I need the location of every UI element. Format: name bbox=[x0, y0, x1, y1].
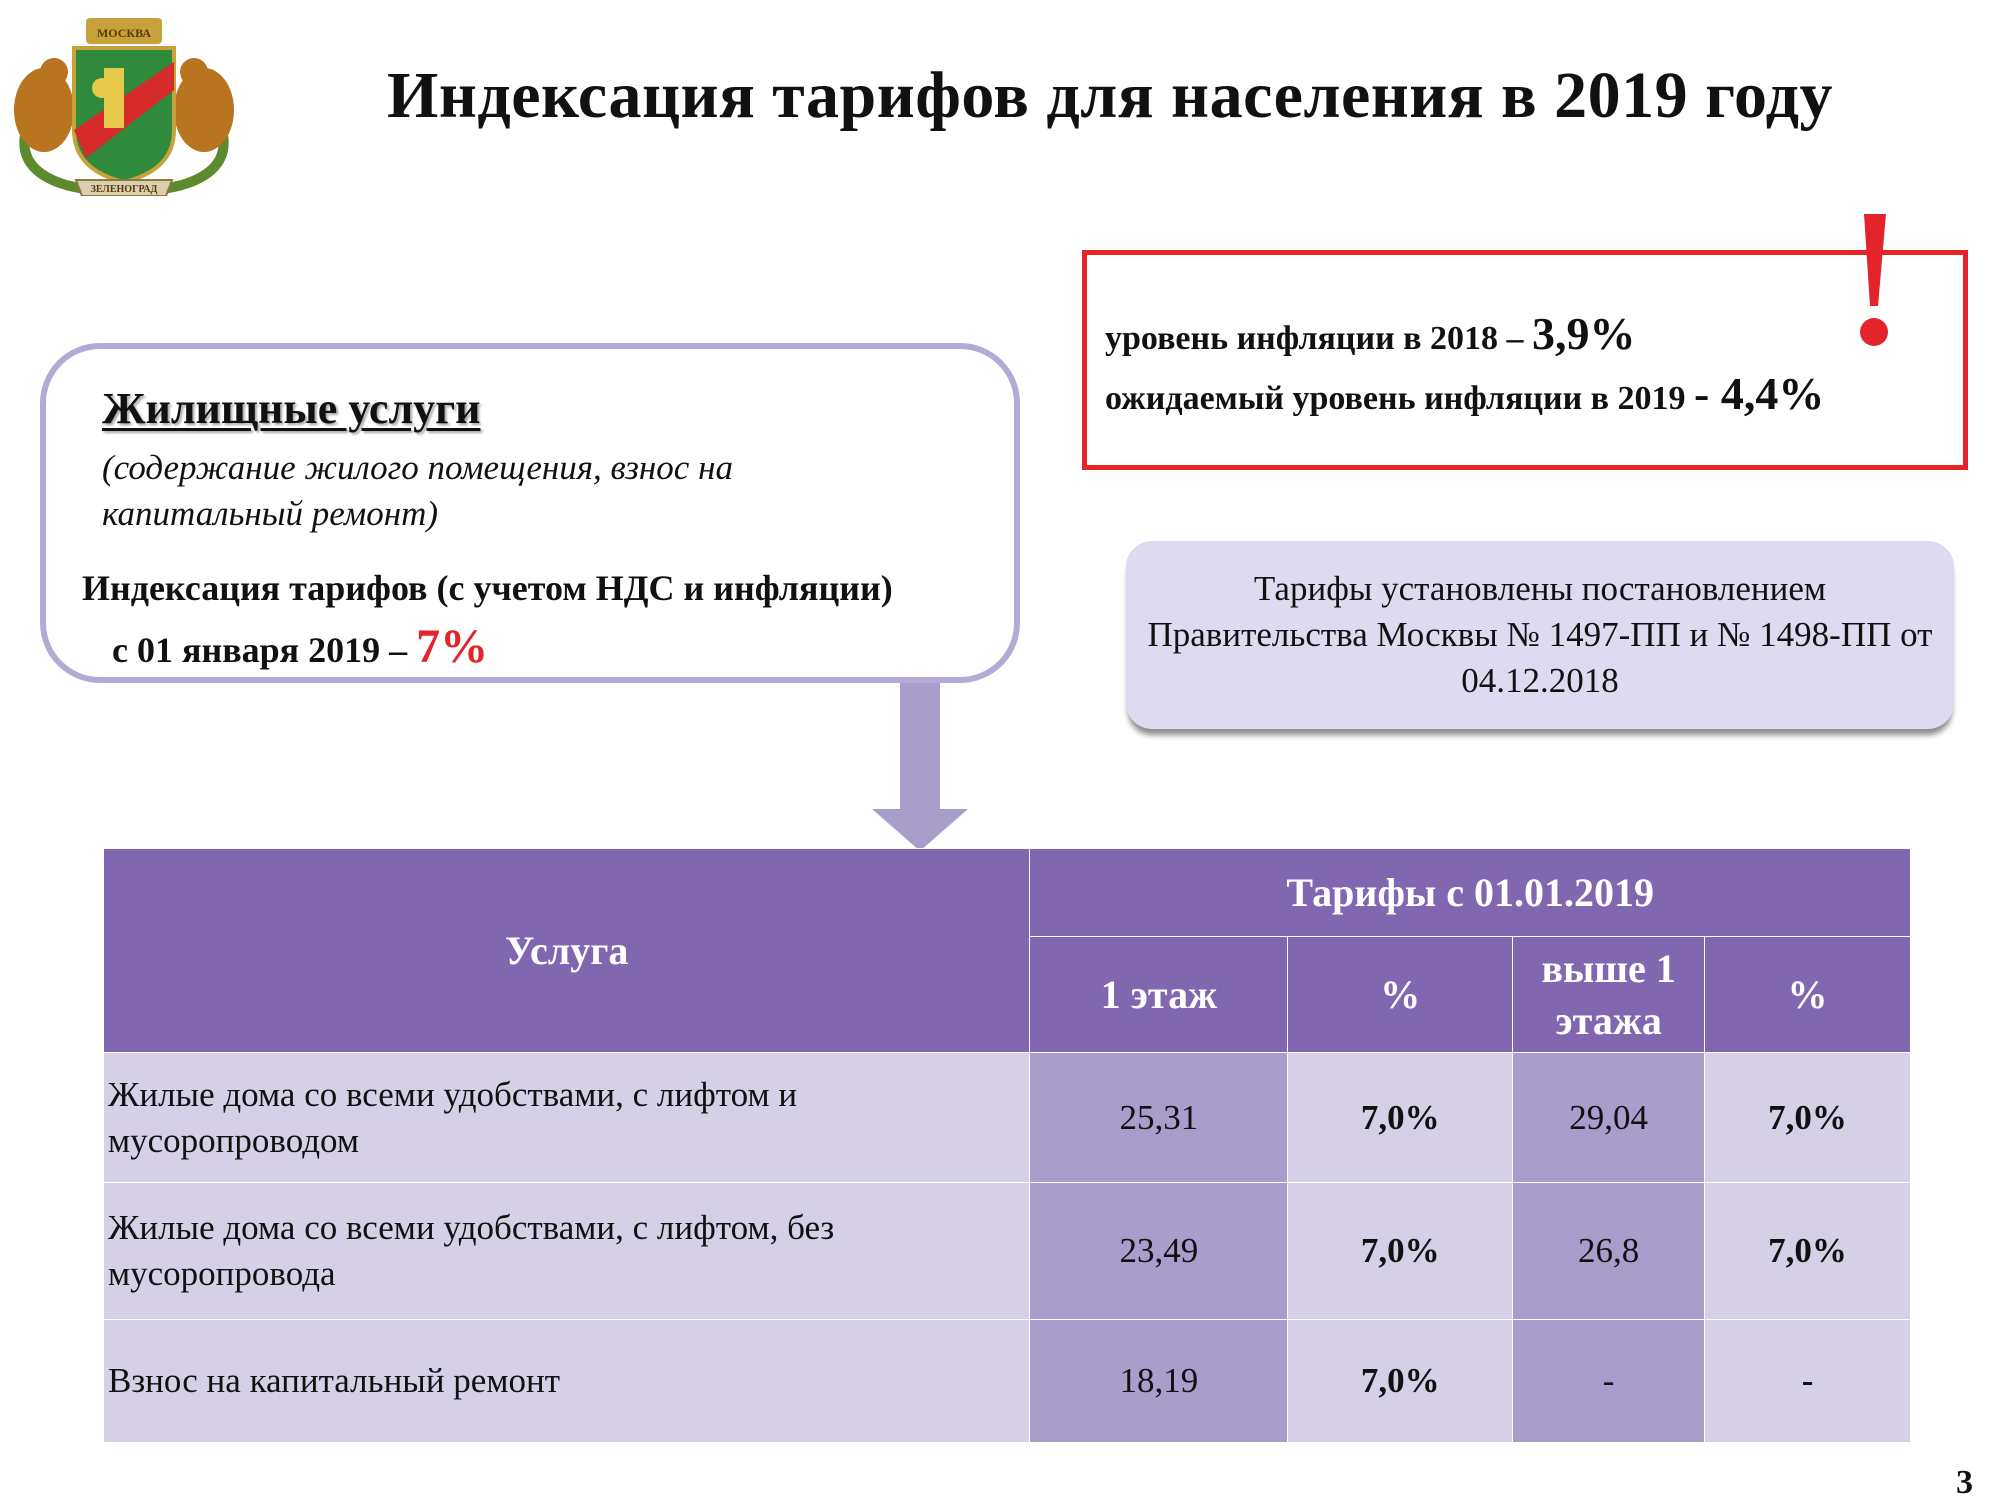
service-column-header: Услуга bbox=[104, 849, 1030, 1053]
service-cell: Жилые дома со всеми удобствами, с лифтом, без мусоропровода bbox=[104, 1183, 1030, 1320]
above1-cell: - bbox=[1513, 1320, 1705, 1443]
tariffs-column-header: Тарифы с 01.01.2019 bbox=[1030, 849, 1911, 937]
indexation-date-label: с 01 января 2019 – bbox=[112, 630, 408, 670]
pct2-cell: 7,0% bbox=[1705, 1183, 1911, 1320]
service-cell: Жилые дома со всеми удобствами, с лифтом и мусоропроводом bbox=[104, 1053, 1030, 1183]
pct1-cell: 7,0% bbox=[1288, 1183, 1513, 1320]
table-row bbox=[104, 1320, 1911, 1443]
service-cell: Взнос на капитальный ремонт bbox=[104, 1320, 1030, 1443]
above1-cell: 29,04 bbox=[1513, 1053, 1705, 1183]
indexation-date-line bbox=[112, 619, 488, 674]
inflation-2018-line bbox=[1105, 307, 1636, 360]
housing-subtitle: (содержание жилого помещения, взнос на капитальный ремонт) bbox=[102, 448, 733, 533]
indexation-label: Индексация тарифов (с учетом НДС и инфляции) bbox=[82, 568, 893, 608]
above1-cell: 26,8 bbox=[1513, 1183, 1705, 1320]
inflation-2019-label: ожидаемый уровень инфляции в 2019 bbox=[1105, 380, 1686, 417]
pct1-cell: 7,0% bbox=[1288, 1053, 1513, 1183]
inflation-box bbox=[1082, 250, 1968, 470]
pct1-column-header: % bbox=[1288, 937, 1513, 1053]
floor1-column-header: 1 этаж bbox=[1030, 937, 1288, 1053]
page-title: Индексация тарифов для населения в 2019 году bbox=[387, 59, 1833, 132]
housing-title: Жилищные услуги bbox=[102, 384, 481, 433]
inflation-2018-label: уровень инфляции в 2018 – bbox=[1105, 320, 1524, 357]
housing-services-box bbox=[40, 343, 1020, 683]
inflation-2018-value: 3,9% bbox=[1532, 308, 1636, 359]
emblem-top-text: МОСКВА bbox=[96, 26, 152, 40]
inflation-2019-value: - 4,4% bbox=[1694, 368, 1825, 419]
table-row bbox=[104, 1053, 1911, 1183]
table-row bbox=[104, 1183, 1911, 1320]
pct1-cell: 7,0% bbox=[1288, 1320, 1513, 1443]
tariffs-table bbox=[103, 848, 1911, 1443]
pct2-cell: - bbox=[1705, 1320, 1911, 1443]
pct2-column-header: % bbox=[1705, 937, 1911, 1053]
inflation-2019-line bbox=[1105, 367, 1824, 420]
coat-of-arms-emblem bbox=[6, 10, 242, 196]
tariffs-decree-notice: Тарифы установлены постановлением Правительства Москвы № 1497-ПП и № 1498-ПП от 04.12.2018 bbox=[1126, 541, 1954, 729]
down-arrow-icon bbox=[870, 683, 970, 851]
exclamation-icon bbox=[1856, 210, 1892, 350]
indexation-percent: 7% bbox=[416, 620, 489, 673]
emblem-bottom-text: ЗЕЛЕНОГРАД bbox=[90, 184, 158, 195]
floor1-cell: 18,19 bbox=[1030, 1320, 1288, 1443]
page-number: 3 bbox=[1956, 1464, 1973, 1501]
above1-column-header: выше 1 этажа bbox=[1513, 937, 1705, 1053]
floor1-cell: 25,31 bbox=[1030, 1053, 1288, 1183]
pct2-cell: 7,0% bbox=[1705, 1053, 1911, 1183]
floor1-cell: 23,49 bbox=[1030, 1183, 1288, 1320]
